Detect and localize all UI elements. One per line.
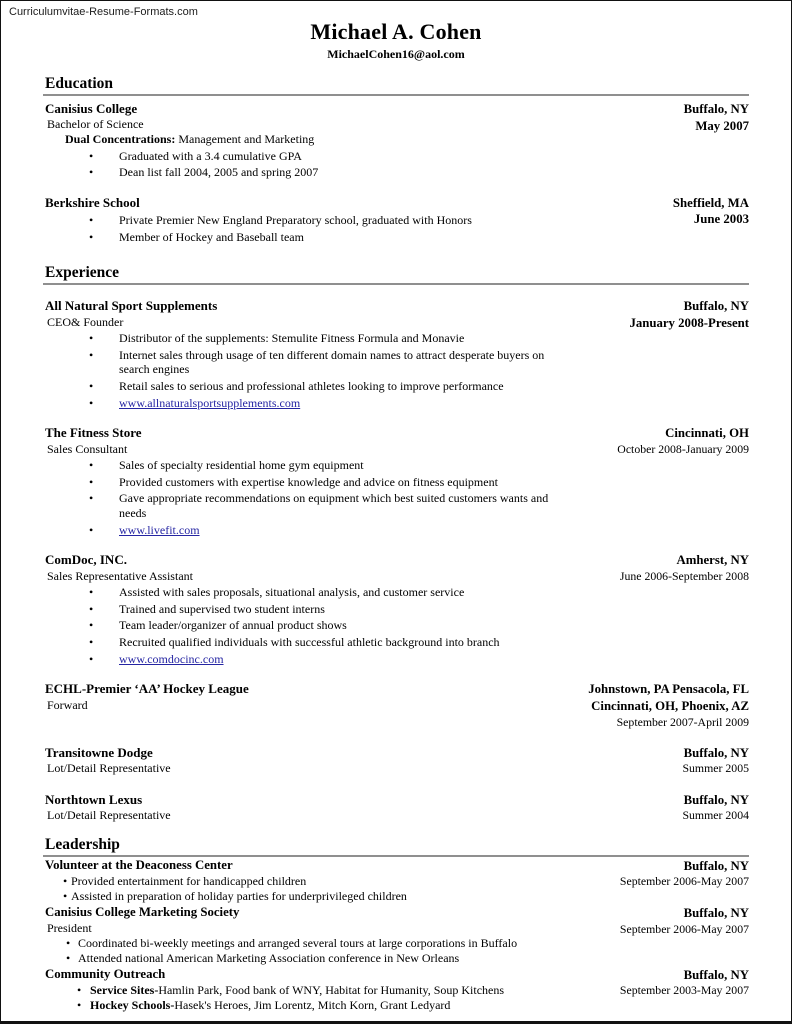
resume-entry — [43, 858, 749, 904]
entry-right — [629, 298, 749, 331]
resume-entry — [43, 792, 749, 824]
resume-entry — [43, 425, 749, 537]
bullet-icon: • — [89, 522, 94, 537]
section-heading: Experience — [43, 264, 749, 285]
entry-date: June 2006-September 2008 — [619, 568, 749, 583]
bullet-icon: • — [89, 474, 94, 489]
entry-subtitle: Bachelor of Science — [47, 117, 144, 132]
bullet-item — [43, 491, 607, 520]
bullet-icon: • — [77, 983, 82, 998]
section-experience — [43, 264, 749, 823]
entry-title: Community Outreach — [45, 966, 166, 981]
entry-date: January 2008-Present — [629, 315, 749, 330]
bullet-item — [43, 635, 610, 650]
entry-left — [43, 792, 672, 823]
bullet-text — [90, 983, 504, 998]
entry-location: Cincinnati, OH, Phoenix, AZ — [591, 698, 749, 713]
entry-right — [620, 967, 749, 999]
entry-subtitle: Sales Consultant — [47, 441, 128, 456]
section-heading: Leadership — [43, 836, 749, 857]
bullet-item — [43, 396, 619, 411]
entry-title: All Natural Sport Supplements — [45, 298, 218, 314]
bullet-icon: • — [63, 889, 68, 904]
bullet-item — [43, 951, 610, 966]
entry-left — [43, 298, 619, 410]
entry-left — [43, 681, 578, 712]
bullet-icon: • — [63, 874, 68, 889]
bullet-item — [43, 889, 610, 904]
bullet-item — [43, 379, 619, 394]
entry-title: Berkshire School — [45, 194, 140, 210]
entry-date: September 2007-April 2009 — [616, 714, 749, 729]
entry-right — [617, 425, 749, 457]
entry-right — [620, 858, 749, 890]
bullet-text: Assisted in preparation of holiday parties for underprivileged children — [71, 889, 407, 904]
entry-date: September 2003-May 2007 — [619, 983, 749, 998]
bullet-icon: • — [66, 951, 71, 966]
bullet-text-rest: Hasek's Heroes, Jim Lorentz, Mitch Korn, Grant Ledyard — [174, 998, 451, 1013]
bullet-text: Coordinated bi-weekly meetings and arranged several tours at large corporations in Buffalo — [78, 936, 518, 951]
section-leadership — [43, 836, 749, 1013]
bullet-icon: • — [89, 395, 94, 410]
entry-left — [43, 967, 610, 1013]
bullet-icon: • — [89, 331, 94, 346]
bullet-item — [43, 936, 610, 951]
resume-entry — [43, 681, 749, 730]
bullet-item — [43, 652, 610, 667]
bullet-text: Graduated with a 3.4 cumulative GPA — [119, 148, 302, 163]
bullet-item — [43, 983, 610, 998]
bullet-item — [43, 475, 607, 490]
entry-subtitle: Lot/Detail Representative — [47, 808, 171, 823]
entry-title: Transitowne Dodge — [45, 744, 153, 760]
bullet-text: Assisted with sales proposals, situational analysis, and customer service — [119, 585, 465, 600]
bullet-icon: • — [77, 998, 82, 1013]
bullet-text: Member of Hockey and Baseball team — [119, 229, 304, 244]
entry-right — [673, 195, 749, 228]
entry-title: ECHL-Premier ‘AA’ Hockey League — [45, 681, 249, 697]
website-link[interactable]: www.allnaturalsportsupplements.com — [119, 395, 301, 410]
entry-subtitle: Forward — [47, 697, 88, 712]
website-link[interactable]: www.comdocinc.com — [119, 651, 224, 666]
bullet-label: Hockey Schools- — [90, 998, 175, 1013]
bullet-icon: • — [89, 651, 94, 666]
bullet-text — [90, 998, 450, 1013]
entry-location: Buffalo, NY — [683, 858, 749, 873]
bullet-icon: • — [89, 165, 94, 180]
bullet-text: Distributor of the supplements: Stemulite Fitness Formula and Monavie — [119, 331, 465, 346]
bullet-item — [43, 602, 610, 617]
bullet-label: Service Sites- — [90, 983, 159, 998]
bullet-text: Trained and supervised two student interns — [119, 601, 325, 616]
entry-location: Johnstown, PA Pensacola, FL — [588, 682, 749, 697]
entry-date: September 2006-May 2007 — [619, 921, 749, 936]
bullet-icon: • — [89, 379, 94, 393]
bullet-item — [43, 348, 619, 377]
bullet-item — [43, 585, 610, 600]
bullet-text: Dean list fall 2004, 2005 and spring 2007 — [119, 165, 319, 180]
entry-right — [682, 792, 749, 824]
entry-title: ComDoc, INC. — [45, 552, 127, 568]
bullet-item — [43, 230, 663, 245]
bullet-text: Team leader/organizer of annual product shows — [119, 618, 347, 633]
bullet-text: Attended national American Marketing Association conference in New Orleans — [78, 951, 460, 966]
bullet-icon: • — [89, 635, 94, 649]
bullet-icon: • — [89, 213, 94, 227]
entry-subtitle: CEO& Founder — [47, 314, 124, 329]
resume-body — [43, 75, 749, 1013]
bullet-item — [43, 618, 610, 633]
bullet-text: Private Premier New England Preparatory school, graduated with Honors — [119, 213, 472, 227]
resume-entry — [43, 195, 749, 245]
website-link[interactable]: www.livefit.com — [119, 522, 200, 537]
entry-subtitle: Lot/Detail Representative — [47, 761, 171, 776]
resume-entry — [43, 745, 749, 777]
bullet-text: Provided entertainment for handicapped children — [71, 874, 307, 889]
person-name: Michael A. Cohen — [310, 19, 482, 44]
bullet-text: Sales of specialty residential home gym equipment — [119, 458, 364, 473]
bullet-item — [43, 149, 674, 164]
bullet-icon: • — [89, 618, 94, 633]
bullet-text: Provided customers with expertise knowledge and advice on fitness equipment — [119, 474, 498, 489]
entry-date: June 2003 — [693, 212, 749, 227]
resume-entry — [43, 101, 749, 180]
entry-left — [43, 905, 610, 966]
entry-right — [682, 745, 749, 777]
bullet-icon: • — [89, 601, 94, 616]
entry-location: Buffalo, NY — [683, 967, 749, 982]
section-heading: Education — [43, 75, 749, 96]
entry-left — [43, 101, 674, 180]
entry-right — [620, 905, 749, 937]
resume-entry — [43, 905, 749, 966]
entry-location: Cincinnati, OH — [665, 426, 749, 441]
entry-title: Canisius College Marketing Society — [45, 904, 240, 919]
resume-entry — [43, 298, 749, 410]
entry-location: Buffalo, NY — [683, 299, 749, 314]
entry-date: October 2008-January 2009 — [617, 441, 749, 456]
resume-entry — [43, 967, 749, 1013]
entry-title: Northtown Lexus — [45, 791, 143, 807]
bullet-icon: • — [89, 347, 94, 362]
bullet-item — [43, 331, 619, 346]
entry-right — [620, 552, 749, 584]
bullet-text: Retail sales to serious and professional athletes looking to improve performance — [119, 379, 504, 393]
watermark-text: Curriculumvitae-Resume-Formats.com — [9, 6, 198, 18]
bullet-item — [43, 213, 663, 228]
detail-text: Management and Marketing — [175, 131, 315, 146]
bullet-icon: • — [89, 229, 94, 244]
section-education — [43, 75, 749, 244]
entry-left — [43, 552, 610, 666]
bullet-item — [43, 165, 674, 180]
bullet-text-rest: Hamlin Park, Food bank of WNY, Habitat for Humanity, Soup Kitchens — [158, 983, 505, 998]
bullet-icon: • — [89, 148, 94, 163]
email-address: MichaelCohen16@aol.com — [327, 47, 465, 61]
entry-title: The Fitness Store — [45, 425, 142, 441]
entry-subtitle: President — [47, 920, 92, 935]
bullet-text: Internet sales through usage of ten different domain names to attract desperate buyers on search engines — [119, 347, 545, 377]
bullet-icon: • — [89, 491, 94, 506]
resume-header — [43, 19, 749, 62]
entry-detail — [43, 132, 674, 147]
bullet-icon: • — [89, 585, 94, 600]
entry-location: Buffalo, NY — [683, 905, 749, 920]
entry-right — [684, 101, 749, 134]
entry-location: Buffalo, NY — [683, 745, 749, 760]
entry-title: Volunteer at the Deaconess Center — [45, 857, 233, 872]
entry-date: Summer 2005 — [682, 761, 749, 776]
bullet-item — [43, 458, 607, 473]
entry-right — [588, 681, 749, 730]
entry-location: Buffalo, NY — [683, 102, 749, 116]
bullet-text: Recruited qualified individuals with successful athletic background into branch — [119, 635, 500, 649]
bullet-item — [43, 523, 607, 538]
detail-label: Dual Concentrations: — [65, 131, 176, 146]
bullet-icon: • — [66, 936, 71, 951]
entry-left — [43, 425, 607, 537]
entry-date: September 2006-May 2007 — [619, 874, 749, 889]
bullet-item — [43, 998, 610, 1013]
bullet-text: Gave appropriate recommendations on equipment which best suited customers wants and needs — [119, 491, 549, 520]
bullet-icon: • — [89, 458, 94, 473]
bullet-item — [43, 874, 610, 889]
entry-left — [43, 745, 672, 776]
entry-subtitle: Sales Representative Assistant — [47, 568, 193, 583]
entry-location: Amherst, NY — [676, 553, 749, 568]
entry-location: Buffalo, NY — [683, 792, 749, 807]
entry-left — [43, 858, 610, 904]
entry-location: Sheffield, MA — [672, 195, 749, 210]
entry-date: May 2007 — [695, 118, 749, 133]
entry-left — [43, 195, 663, 245]
resume-entry — [43, 552, 749, 666]
entry-title: Canisius College — [45, 101, 138, 116]
entry-date: Summer 2004 — [682, 808, 749, 823]
